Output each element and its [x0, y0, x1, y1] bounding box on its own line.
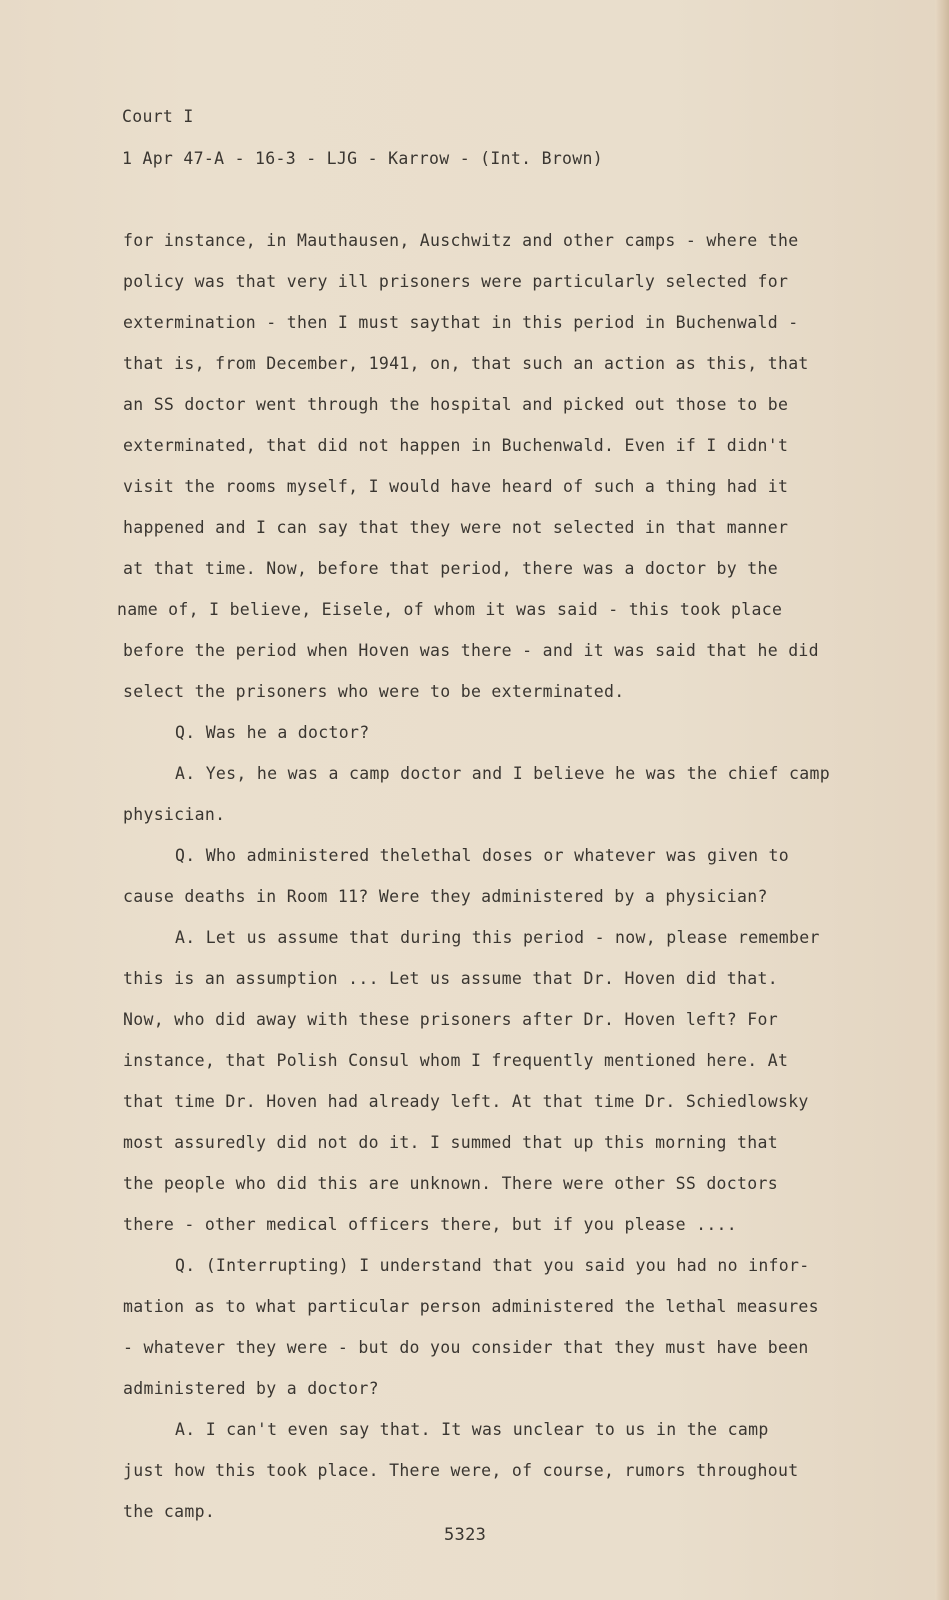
transcript-line: just how this took place. There were, of course, rumors throughout [123, 1461, 799, 1480]
question-line: Q. Who administered thelethal doses or whatever was given to [175, 846, 790, 865]
transcript-line: Now, who did away with these prisoners after Dr. Hoven left? For [123, 1010, 778, 1029]
transcript-line: for instance, in Mauthausen, Auschwitz and other camps - where the [123, 231, 799, 250]
transcript-line: most assuredly did not do it. I summed that up this morning that [123, 1133, 778, 1152]
transcript-line: - whatever they were - but do you consider that they must have been [123, 1338, 809, 1357]
transcript-line: this is an assumption ... Let us assume that Dr. Hoven did that. [123, 969, 778, 988]
transcript-line: an SS doctor went through the hospital and picked out those to be [123, 395, 789, 414]
transcript-line: administered by a doctor? [123, 1379, 379, 1398]
transcript-line: the people who did this are unknown. There were other SS doctors [123, 1174, 778, 1193]
transcript-line: name of, I believe, Eisele, of whom it was said - this took place [117, 600, 783, 619]
transcript-line: that is, from December, 1941, on, that such an action as this, that [123, 354, 809, 373]
transcript-line: before the period when Hoven was there - and it was said that he did [123, 641, 819, 660]
transcript-line: at that time. Now, before that period, there was a doctor by the [123, 559, 778, 578]
transcript-line: select the prisoners who were to be exterminated. [123, 682, 625, 701]
transcript-line: instance, that Polish Consul whom I frequently mentioned here. At [123, 1051, 789, 1070]
transcript-line: there - other medical officers there, but if you please .... [123, 1215, 738, 1234]
transcript-line: exterminated, that did not happen in Buchenwald. Even if I didn't [123, 436, 789, 455]
question-line: Q. Was he a doctor? [175, 723, 370, 742]
session-reference: 1 Apr 47-A - 16-3 - LJG - Karrow - (Int. Brown) [122, 149, 603, 168]
answer-line: A. Yes, he was a camp doctor and I believe he was the chief camp [175, 764, 830, 783]
answer-line: A. Let us assume that during this period - now, please remember [175, 928, 820, 947]
transcript-line: that time Dr. Hoven had already left. At that time Dr. Schiedlowsky [123, 1092, 809, 1111]
answer-line: A. I can't even say that. It was unclear to us in the camp [175, 1420, 769, 1439]
transcript-line: policy was that very ill prisoners were particularly selected for [123, 272, 789, 291]
transcript-line: mation as to what particular person administered the lethal measures [123, 1297, 819, 1316]
page-number: 5323 [444, 1525, 487, 1545]
transcript-line: cause deaths in Room 11? Were they administered by a physician? [123, 887, 768, 906]
transcript-line: the camp. [123, 1502, 216, 1521]
transcript-line: extermination - then I must saythat in this period in Buchenwald - [123, 313, 799, 332]
question-line: Q. (Interrupting) I understand that you said you had no infor- [175, 1256, 810, 1275]
transcript-line: happened and I can say that they were not selected in that manner [123, 518, 789, 537]
court-label: Court I [122, 107, 194, 126]
transcript-line: visit the rooms myself, I would have heard of such a thing had it [123, 477, 789, 496]
transcript-line: physician. [123, 805, 226, 824]
